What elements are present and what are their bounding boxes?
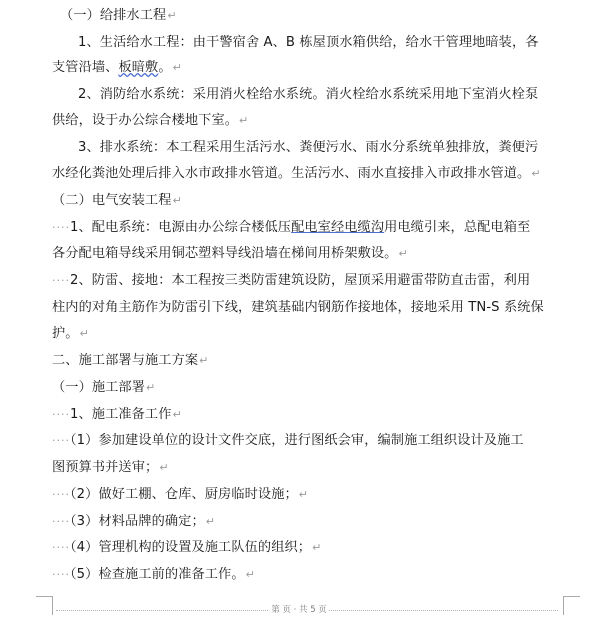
section-heading	[52, 191, 182, 211]
body-line	[52, 58, 182, 78]
text-run: （一）给排水工程	[60, 8, 167, 23]
paragraph-mark-icon: ↵	[172, 194, 182, 207]
paragraph-mark-icon: ↵	[172, 61, 182, 74]
text-run: 3、排水系统：本工程采用生活污水、粪便污水、雨水分系统单独排放，粪便污	[78, 140, 539, 155]
body-line	[52, 111, 248, 131]
indent-dots: ····	[52, 434, 70, 447]
text-run: （3）材料品牌的确定；	[70, 514, 205, 529]
text-run: 二、施工部署与施工方案	[52, 353, 199, 368]
text-run: 支管沿墙、	[52, 60, 119, 75]
text-run: （二）电气安装工程	[52, 193, 172, 208]
text-run: 柱内的对角主筋作为防雷引下线，建筑基础内钢筋作接地体，接地采用 TN-S 系统保	[52, 300, 544, 315]
text-run: 图预算书并送审；	[52, 460, 159, 475]
body-line	[52, 485, 308, 505]
section-heading	[52, 378, 155, 398]
paragraph-mark-icon: ↵	[239, 114, 249, 127]
body-line	[52, 538, 321, 558]
paragraph-mark-icon: ↵	[312, 541, 322, 554]
body-line	[52, 298, 544, 318]
indent-dots: ····	[52, 515, 70, 528]
indent-dots: ····	[52, 408, 70, 421]
paragraph-mark-icon: ↵	[245, 568, 255, 581]
spellcheck-underlined-text: 板暗敷	[118, 60, 159, 75]
text-run: 供给，设于办公综合楼地下室。	[52, 113, 239, 128]
text-run: 2、消防给水系统：采用消火栓给水系统。消火栓给水系统采用地下室消火栓泵	[78, 87, 539, 102]
text-run: 1、配电系统：电源由办公综合楼低压	[70, 220, 292, 235]
body-line	[78, 85, 538, 105]
paragraph-mark-icon: ↵	[199, 354, 209, 367]
body-line	[52, 164, 541, 184]
section-heading	[52, 351, 209, 371]
body-line	[52, 218, 530, 238]
indent-dots: ····	[52, 568, 70, 581]
indent-dots: ····	[52, 274, 70, 287]
text-run: 2、防雷、接地：本工程按三类防雷建筑设防，屋顶采用避雷带防直击雷，利用	[70, 273, 531, 288]
page-number-label	[0, 603, 598, 615]
text-run: （1）参加建设单位的设计文件交底，进行图纸会审，编制施工组织设计及施工	[70, 433, 524, 448]
paragraph-mark-icon: ↵	[398, 247, 408, 260]
paragraph-mark-icon: ↵	[172, 408, 182, 421]
body-line	[52, 244, 408, 264]
page-footer	[0, 592, 598, 631]
page-number-text: 第 页 · 共 5 页	[271, 605, 327, 615]
body-line	[52, 565, 255, 585]
body-line	[52, 431, 524, 451]
body-line	[52, 324, 89, 344]
text-run: 护。	[52, 326, 79, 341]
paragraph-mark-icon: ↵	[205, 515, 216, 528]
text-run: 水经化粪池处理后排入水市政排水管道。生活污水、雨水直接排入市政排水管道。	[52, 166, 531, 181]
paragraph-mark-icon: ↵	[167, 9, 177, 22]
paragraph-mark-icon: ↵	[146, 381, 156, 394]
text-run: 各分配电箱导线采用铜芯塑料导线沿墙在梯间用桥架敷设。	[52, 246, 398, 261]
underlined-text: 配电室经电缆沟	[291, 220, 385, 235]
body-line	[52, 405, 182, 425]
text-run: 用电缆引来，总配电箱至	[384, 220, 531, 235]
body-line	[78, 138, 538, 158]
paragraph-mark-icon: ↵	[531, 167, 541, 180]
text-run: 。	[158, 60, 172, 75]
text-run: （2）做好工棚、仓库、厨房临时设施；	[70, 487, 298, 502]
indent-dots: ····	[52, 221, 70, 234]
paragraph-mark-icon: ↵	[159, 461, 169, 474]
text-run: 1、生活给水工程：由干警宿舍 A、B 栋屋顶水箱供给，给水干管理地暗装，各	[78, 35, 539, 50]
body-line	[52, 271, 530, 291]
text-run: （4）管理机构的设置及施工队伍的组织；	[70, 540, 312, 555]
text-run: 1、施工准备工作	[70, 407, 172, 422]
body-line	[78, 33, 539, 53]
section-heading	[60, 6, 177, 26]
indent-dots: ····	[52, 488, 70, 501]
text-run: （5）检查施工前的准备工作。	[70, 567, 245, 582]
body-line	[52, 458, 169, 478]
indent-dots: ····	[52, 541, 70, 554]
paragraph-mark-icon: ↵	[79, 327, 89, 340]
text-run: （一）施工部署	[52, 380, 146, 395]
body-line	[52, 512, 215, 532]
paragraph-mark-icon: ↵	[298, 488, 309, 501]
